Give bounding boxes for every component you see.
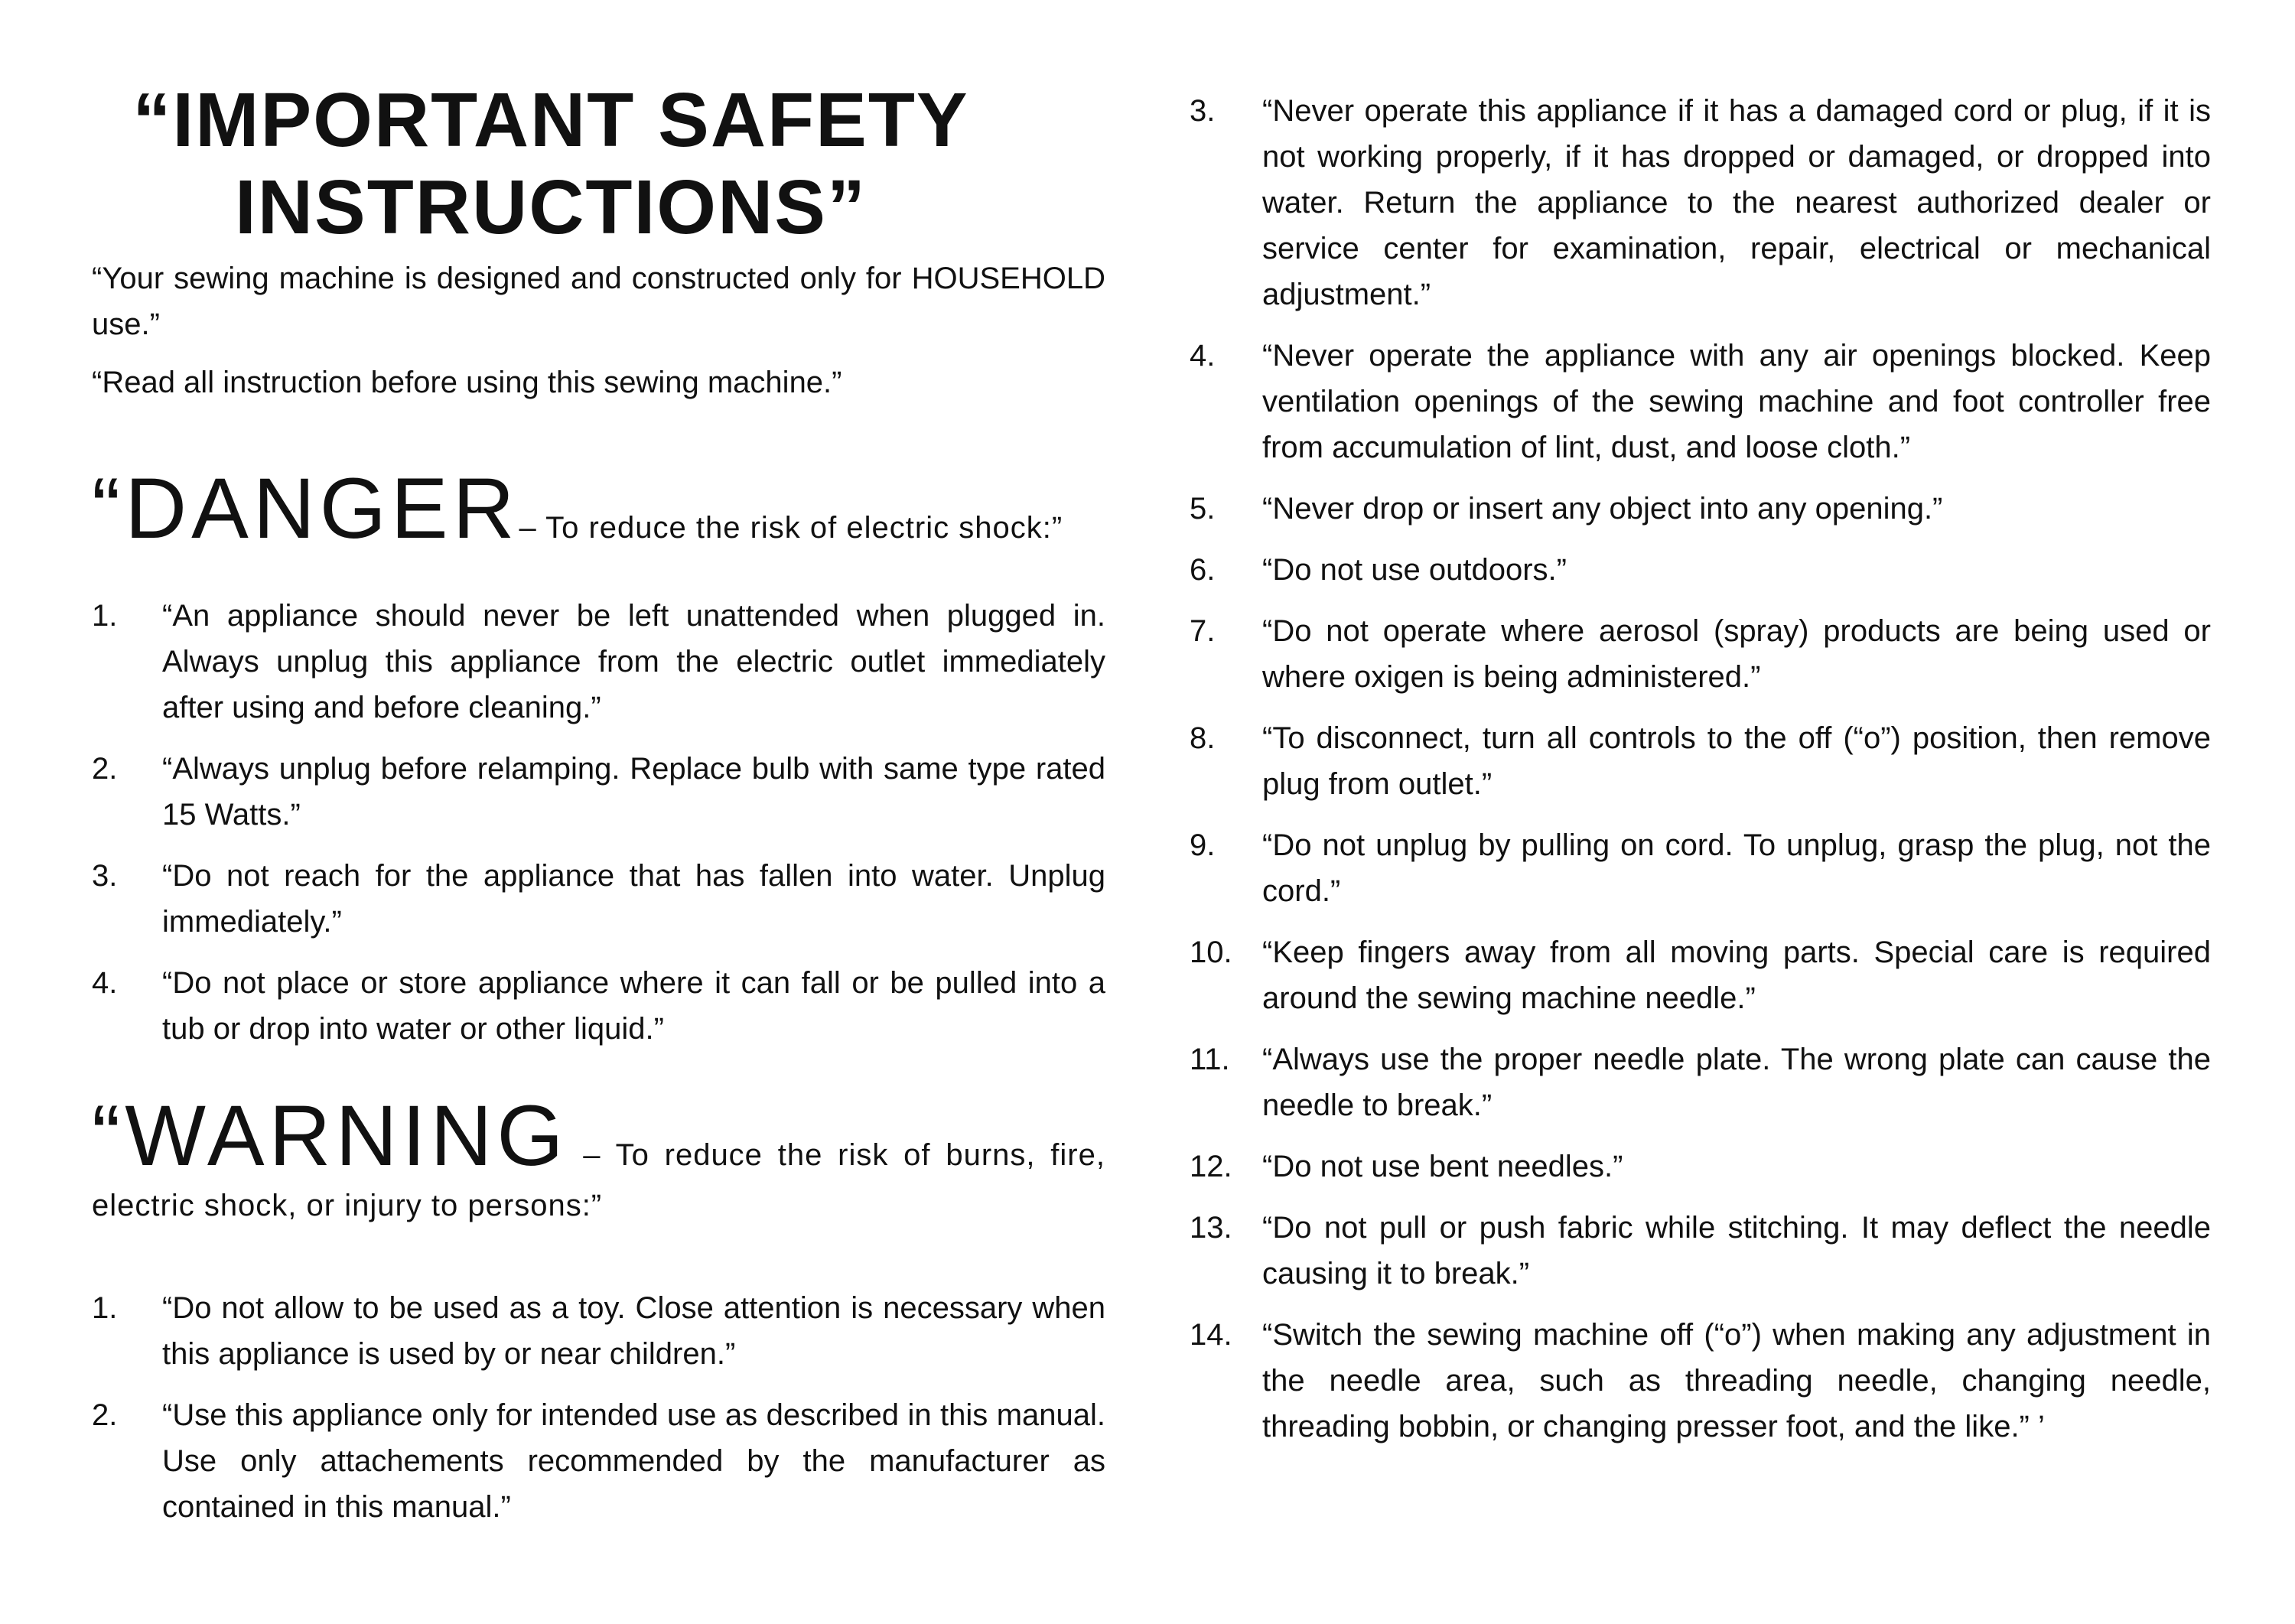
- item-text: “Do not operate where aerosol (spray) products are being used or where oxigen is being administered.”: [1262, 614, 2211, 694]
- warning-heading: [92, 1088, 1105, 1231]
- danger-item: [92, 960, 1105, 1052]
- page-title: “IMPORTANT SAFETY INSTRUCTIONS”: [132, 77, 969, 250]
- warning-item: [1190, 486, 2211, 532]
- item-text: “Keep fingers away from all moving parts. Special care is required around the sewing machine needle.”: [1262, 936, 2211, 1015]
- intro-household: “Your sewing machine is designed and constructed only for HOUSEHOLD use.”: [92, 262, 1105, 341]
- item-text: “Never operate the appliance with any air openings blocked. Keep ventilation openings of the sewing machine and foot controller free from accumulation of lint, dust, and loose cloth.”: [1262, 339, 2211, 464]
- item-number: 3.: [1190, 94, 1216, 128]
- item-text: “Use this appliance only for intended use as described in this manual. Use only attachements recommended by the manufacturer as contained in this manual.”: [162, 1398, 1105, 1524]
- warning-item: [1190, 88, 2211, 317]
- danger-subtitle: – To reduce the risk of electric shock:”: [519, 511, 1063, 545]
- item-text: “Do not reach for the appliance that has fallen into water. Unplug immediately.”: [162, 859, 1105, 939]
- item-number: 9.: [1190, 828, 1216, 862]
- warning-item: [92, 1392, 1105, 1530]
- item-text: “Do not unplug by pulling on cord. To unplug, grasp the plug, not the cord.”: [1262, 828, 2211, 908]
- item-number: 7.: [1190, 614, 1216, 648]
- item-number: 10.: [1190, 936, 1232, 969]
- item-number: 4.: [92, 966, 118, 1000]
- warning-item: [92, 1285, 1105, 1377]
- warning-list-right: [1190, 88, 2211, 1465]
- item-number: 14.: [1190, 1318, 1232, 1352]
- item-text: “Do not pull or push fabric while stitching. It may deflect the needle causing it to break.”: [1262, 1211, 2211, 1290]
- item-text: “Do not use bent needles.”: [1262, 1150, 1623, 1183]
- item-number: 1.: [92, 599, 118, 633]
- item-number: 1.: [92, 1291, 118, 1325]
- item-number: 3.: [92, 859, 118, 893]
- warning-item: [1190, 547, 2211, 593]
- item-number: 11.: [1190, 1043, 1230, 1076]
- danger-item: [92, 593, 1105, 731]
- item-number: 4.: [1190, 339, 1216, 373]
- item-text: “Never operate this appliance if it has a damaged cord or plug, if it is not working properly, if it has dropped or damaged, or dropped into water. Return the appliance to the nearest authorized dealer or service center for examination, repair, electrical or mechanical adjustment.”: [1262, 94, 2211, 311]
- danger-title: “DANGER: [92, 461, 519, 556]
- item-number: 12.: [1190, 1150, 1232, 1183]
- item-number: 8.: [1190, 721, 1216, 755]
- item-number: 2.: [92, 752, 118, 786]
- item-text: “Do not use outdoors.”: [1262, 553, 1567, 587]
- item-text: “Always unplug before relamping. Replace bulb with same type rated 15 Watts.”: [162, 752, 1105, 832]
- warning-item: [1190, 1037, 2211, 1128]
- warning-item: [1190, 929, 2211, 1021]
- warning-item: [1190, 715, 2211, 807]
- warning-item: [1190, 1144, 2211, 1190]
- item-number: 13.: [1190, 1211, 1232, 1245]
- danger-heading: [92, 459, 1105, 558]
- item-text: “Do not place or store appliance where it can fall or be pulled into a tub or drop into water or other liquid.”: [162, 966, 1105, 1046]
- danger-item: [92, 746, 1105, 838]
- item-text: “To disconnect, turn all controls to the off (“o”) position, then remove plug from outlet.”: [1262, 721, 2211, 801]
- item-number: 6.: [1190, 553, 1216, 587]
- danger-item: [92, 853, 1105, 945]
- item-text: “Never drop or insert any object into any opening.”: [1262, 492, 1943, 526]
- warning-list-left: [92, 1285, 1105, 1545]
- item-text: “Switch the sewing machine off (“o”) when making any adjustment in the needle area, such as threading needle, changing needle, threading bobbin, or changing presser foot, and the like.” ’: [1262, 1318, 2211, 1443]
- warning-item: [1190, 822, 2211, 914]
- warning-item: [1190, 1205, 2211, 1297]
- danger-list: [92, 593, 1105, 1067]
- item-text: “Always use the proper needle plate. The wrong plate can cause the needle to break.”: [1262, 1043, 2211, 1122]
- warning-subtitle: – To reduce the risk of burns, fire, electric shock, or injury to persons:”: [92, 1138, 1105, 1222]
- item-number: 5.: [1190, 492, 1216, 526]
- item-text: “Do not allow to be used as a toy. Close attention is necessary when this appliance is used by or near children.”: [162, 1291, 1105, 1371]
- item-text: “An appliance should never be left unattended when plugged in. Always unplug this appliance from the electric outlet immediately after using and before cleaning.”: [162, 599, 1105, 724]
- item-number: 2.: [92, 1398, 118, 1432]
- warning-item: [1190, 1312, 2211, 1450]
- warning-title: “WARNING: [92, 1088, 568, 1183]
- warning-item: [1190, 333, 2211, 470]
- warning-item: [1190, 608, 2211, 700]
- intro-read-all: “Read all instruction before using this sewing machine.”: [92, 366, 842, 399]
